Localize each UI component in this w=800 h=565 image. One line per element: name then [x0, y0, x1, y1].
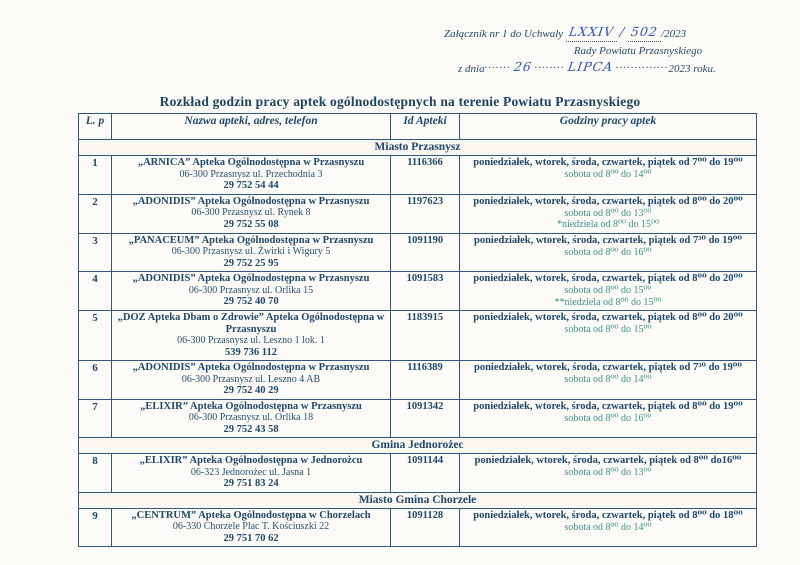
pharmacy-address: 06-300 Przasnysz ul. Przechodnia 3 [179, 168, 323, 180]
column-header-hours: Godziny pracy aptek [460, 114, 757, 140]
hours-saturday: sobota od 8⁰⁰ do 13⁰⁰ [564, 207, 652, 219]
section-row [79, 492, 757, 508]
pharmacy-hours-cell [460, 156, 757, 195]
row-number: 1 [79, 156, 112, 195]
pharmacy-hours-cell [460, 194, 757, 233]
hours-weekdays: poniedziałek, wtorek, środa, czwartek, piątek od 8⁰⁰ do 20⁰⁰ [473, 273, 743, 284]
table-row [79, 399, 757, 438]
hours-weekdays: poniedziałek, wtorek, środa, czwartek, piątek od 8⁰⁰ do 18⁰⁰ [473, 509, 743, 521]
pharmacy-info-cell [112, 454, 391, 493]
pharmacy-info-cell [112, 508, 391, 547]
hours-weekdays: poniedziałek, wtorek, środa, czwartek, piątek od 7³⁰ do 19⁰⁰ [474, 362, 742, 373]
row-number: 2 [79, 194, 112, 233]
pharmacy-id: 1116366 [391, 156, 460, 195]
pharmacy-address: 06-300 Przasnysz ul. Leszno 4 AB [181, 373, 321, 385]
pharmacy-hours-cell [460, 508, 757, 547]
section-title-miasto-przasnysz: Miasto Przasnysz [79, 140, 757, 156]
pharmacy-id: 1091583 [391, 272, 460, 311]
pharmacy-address: 06-300 Przasnysz ul. Żwirki i Wigury 5 [171, 246, 331, 257]
handwritten-resolution-number-underline [566, 26, 617, 42]
table-row [79, 272, 757, 311]
pharmacy-name: „ADONIDIS” Apteka Ogólnodostępna w Przasnyszu [132, 362, 370, 373]
pharmacy-id: 1091190 [391, 233, 460, 272]
pharmacy-info-cell [112, 399, 391, 438]
pharmacy-phone: 29 752 55 08 [223, 218, 279, 230]
pharmacy-phone: 29 752 43 58 [223, 423, 279, 435]
pharmacy-hours-cell [460, 361, 757, 400]
row-number: 8 [79, 454, 112, 493]
pharmacy-name: „PANACEUM” Apteka Ogólnodostępna w Przasnyszu [128, 234, 374, 246]
hours-saturday: sobota od 8⁰⁰ do 15⁰⁰ [564, 324, 652, 335]
pharmacy-info-cell [112, 156, 391, 195]
dotted-leader: ........ [534, 59, 565, 71]
pharmacy-address: 06-323 Jednorożec ul. Jasna 1 [190, 466, 312, 478]
pharmacy-id: 1116389 [391, 361, 460, 400]
section-row [79, 438, 757, 454]
pharmacy-phone: 539 736 112 [225, 346, 277, 358]
pharmacy-name: „ELIXIR” Apteka Ogólnodostępna w Jednorożcu [139, 455, 363, 466]
pharmacy-hours-cell [460, 454, 757, 493]
column-header-name: Nazwa apteki, adres, telefon [112, 114, 391, 140]
pharmacy-info-cell [112, 311, 391, 361]
row-number: 5 [79, 311, 112, 361]
pharmacy-id: 1183915 [391, 311, 460, 361]
dotted-leader: ....... [484, 59, 511, 71]
attachment-line3 [458, 59, 748, 76]
hours-weekdays: poniedziałek, wtorek, środa, czwartek, piątek od 8⁰⁰ do 20⁰⁰ [473, 195, 743, 207]
pharmacy-phone: 29 752 54 44 [223, 180, 279, 191]
attachment-line1-prefix: Załącznik nr 1 do Uchwały [444, 28, 564, 40]
hours-saturday: sobota od 8⁰⁰ do 16⁰⁰ [564, 412, 652, 424]
pharmacy-phone: 29 752 40 29 [223, 385, 279, 396]
pharmacy-address: 06-330 Chorzele Plac T. Kościuszki 22 [172, 521, 330, 532]
hours-saturday: sobota od 8⁰⁰ do 14⁰⁰ [564, 521, 652, 533]
pharmacy-hours-table [78, 113, 757, 547]
hours-saturday: sobota od 8⁰⁰ do 13⁰⁰ [564, 467, 652, 478]
hours-sunday: *niedziela od 8⁰⁰ do 15⁰⁰ [556, 219, 660, 230]
pharmacy-address: 06-300 Przasnysz ul. Orlika 18 [188, 412, 314, 423]
column-header-lp: L. p [79, 114, 112, 140]
pharmacy-hours-cell [460, 311, 757, 361]
pharmacy-id: 1091128 [391, 508, 460, 547]
pharmacy-name: „ADONIDIS” Apteka Ogólnodostępna w Przasnyszu [132, 273, 370, 284]
pharmacy-phone: 29 752 40 70 [223, 296, 279, 307]
pharmacy-info-cell [112, 233, 391, 272]
row-number: 3 [79, 233, 112, 272]
hours-saturday: sobota od 8⁰⁰ do 14⁰⁰ [564, 169, 652, 180]
handwritten-slash: / [618, 24, 627, 39]
pharmacy-info-cell [112, 361, 391, 400]
handwritten-item-number: 502 [630, 24, 660, 39]
table-row [79, 156, 757, 195]
table-row [79, 361, 757, 400]
hours-saturday: sobota od 8⁰⁰ do 15⁰⁰ [564, 285, 652, 296]
hours-weekdays: poniedziałek, wtorek, środa, czwartek, piątek od 8⁰⁰ do 20⁰⁰ [473, 312, 743, 323]
attachment-line1-suffix: /2023 [661, 28, 687, 40]
pharmacy-phone: 29 751 83 24 [223, 478, 279, 489]
handwritten-month: LIPCA [566, 59, 615, 74]
handwritten-day: 26 [512, 59, 533, 74]
pharmacy-id: 1091342 [391, 399, 460, 438]
section-title-miasto-gmina-chorzele: Miasto Gmina Chorzele [79, 492, 757, 508]
page-title: Rozkład godzin pracy aptek ogólnodostępnych na terenie Powiatu Przasnyskiego [159, 94, 641, 109]
pharmacy-id: 1197623 [391, 194, 460, 233]
pharmacy-hours-cell [460, 233, 757, 272]
section-row [79, 140, 757, 156]
row-number: 6 [79, 361, 112, 400]
pharmacy-info-cell [112, 194, 391, 233]
hours-weekdays: poniedziałek, wtorek, środa, czwartek, piątek od 8⁰⁰ do 19⁰⁰ [473, 400, 743, 412]
attachment-note [438, 26, 748, 76]
pharmacy-name: „ARNICA” Apteka Ogólnodostępna w Przasnyszu [137, 157, 365, 168]
pharmacy-name: „CENTRUM” Apteka Ogólnodostępna w Chorzelach [131, 509, 371, 521]
pharmacy-phone: 29 751 70 62 [223, 532, 279, 544]
attachment-line2: Rady Powiatu Przasnyskiego [573, 45, 703, 57]
row-number: 4 [79, 272, 112, 311]
pharmacy-name: „ELIXIR” Apteka Ogólnodostępna w Przasnyszu [140, 400, 362, 412]
table-header-row [79, 114, 757, 140]
pharmacy-hours-cell [460, 272, 757, 311]
pharmacy-info-cell [112, 272, 391, 311]
hours-weekdays: poniedziałek, wtorek, środa, czwartek, piątek od 7⁰⁰ do 19⁰⁰ [473, 157, 743, 168]
pharmacy-name: „DOZ Apteka Dbam o Zdrowie” Apteka Ogólnodostępna w Przasnyszu [117, 312, 385, 335]
hours-weekdays: poniedziałek, wtorek, środa, czwartek, piątek od 7³⁰ do 19⁰⁰ [474, 234, 742, 246]
hours-saturday: sobota od 8⁰⁰ do 14⁰⁰ [564, 374, 652, 385]
pharmacy-name: „ADONIDIS” Apteka Ogólnodostępna w Przasnyszu [132, 195, 370, 207]
table-row [79, 233, 757, 272]
handwritten-resolution-number: LXXIV [567, 24, 616, 39]
row-number: 7 [79, 399, 112, 438]
column-header-id: Id Apteki [391, 114, 460, 140]
pharmacy-address: 06-300 Przasnysz ul. Leszno 1 lok. 1 [177, 335, 325, 346]
pharmacy-phone: 29 752 25 95 [223, 257, 279, 269]
hours-sunday: **niedziela od 8⁰⁰ do 15⁰⁰ [554, 296, 662, 308]
pharmacy-address: 06-300 Przasnysz ul. Orlika 15 [188, 284, 314, 296]
attachment-line1 [444, 26, 748, 42]
attachment-line3-prefix: z dnia [458, 63, 485, 75]
handwritten-item-number-underline [628, 26, 661, 42]
hours-saturday: sobota od 8⁰⁰ do 16⁰⁰ [564, 246, 652, 258]
dotted-leader: .............. [616, 59, 669, 71]
table-row [79, 194, 757, 233]
attachment-line3-suffix: 2023 roku. [668, 63, 716, 75]
hours-weekdays: poniedziałek, wtorek, środa, czwartek, piątek od 8⁰⁰ do16⁰⁰ [474, 455, 742, 466]
row-number: 9 [79, 508, 112, 547]
pharmacy-id: 1091144 [391, 454, 460, 493]
table-row [79, 508, 757, 547]
section-title-gmina-jednorozec: Gmina Jednorożec [79, 438, 757, 454]
pharmacy-hours-cell [460, 399, 757, 438]
table-row [79, 311, 757, 361]
table-row [79, 454, 757, 493]
pharmacy-address: 06-300 Przasnysz ul. Rynek 8 [191, 207, 311, 218]
